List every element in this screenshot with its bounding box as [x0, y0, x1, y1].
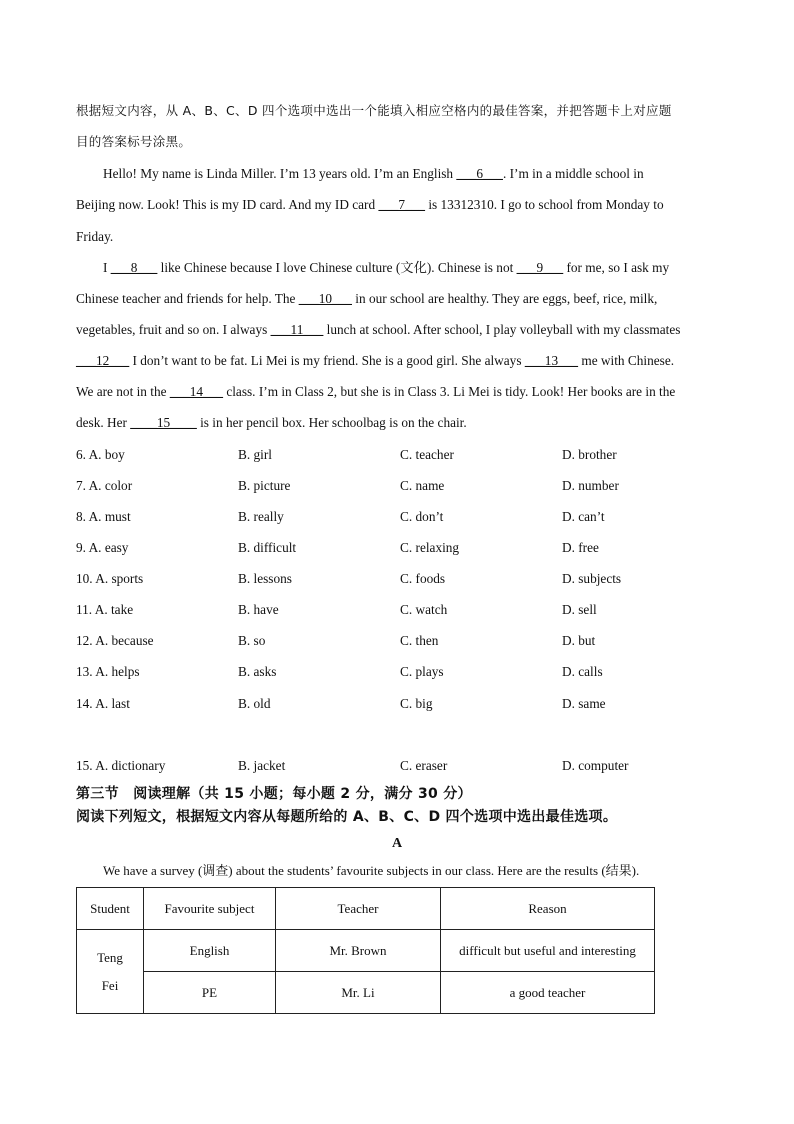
option-c: C. name	[400, 478, 445, 493]
option-b: B. girl	[238, 447, 272, 462]
blank-10: ___10___	[298, 291, 352, 306]
option-d: D. sell	[562, 602, 597, 617]
section-instruction: 阅读下列短文，根据短文内容从每题所给的 A、B、C、D 四个选项中选出最佳选项。	[76, 809, 618, 825]
passage-text: for me, so I ask my	[563, 260, 670, 275]
blank-8: ___8___	[110, 260, 158, 275]
option-row-12	[76, 632, 716, 650]
option-row-13	[76, 663, 716, 681]
cell-teacher: Mr. Brown	[276, 930, 441, 972]
option-b: B. asks	[238, 664, 277, 679]
option-d: D. calls	[562, 664, 603, 679]
option-d: D. computer	[562, 758, 629, 773]
blank-7: ___7___	[378, 197, 426, 212]
option-row-7	[76, 477, 716, 495]
option-row-6	[76, 446, 716, 464]
cell-teacher: Mr. Li	[276, 972, 441, 1014]
header-teacher: Teacher	[276, 888, 441, 930]
option-c: C. watch	[400, 602, 448, 617]
passage-text: We are not in the	[76, 384, 170, 399]
option-c: C. don’t	[400, 509, 444, 524]
option-c: C. then	[400, 633, 439, 648]
option-row-8	[76, 508, 716, 526]
cell-subject: English	[144, 930, 276, 972]
blank-15: ____15____	[130, 415, 197, 430]
option-d: D. same	[562, 696, 606, 711]
table-row	[77, 972, 655, 1014]
cell-subject: PE	[144, 972, 276, 1014]
passage-text: Hello! My name is Linda Miller. I’m 13 years old. I’m an English	[103, 166, 457, 181]
option-d: D. brother	[562, 447, 617, 462]
option-b: B. picture	[238, 478, 291, 493]
cell-reason: difficult but useful and interesting	[441, 930, 655, 972]
passage-text: is 13312310. I go to school from Monday to	[425, 197, 664, 212]
option-b: B. really	[238, 509, 284, 524]
passage-line	[76, 196, 664, 214]
passage-text: desk. Her	[76, 415, 131, 430]
option-b: B. old	[238, 696, 271, 711]
option-a: 15. A. dictionary	[76, 758, 166, 773]
passage-line: Friday.	[76, 229, 114, 244]
passage-text: class. I’m in Class 2, but she is in Class 3. Li Mei is tidy. Look! Her books are in the	[223, 384, 676, 399]
option-a: 11. A. take	[76, 602, 134, 617]
option-a: 8. A. must	[76, 509, 131, 524]
survey-table	[76, 887, 655, 1014]
passage-text: Beijing now. Look! This is my ID card. And my ID card	[76, 197, 379, 212]
option-b: B. difficult	[238, 540, 297, 555]
student-name-line: Fei	[101, 977, 119, 993]
option-a: 12. A. because	[76, 633, 154, 648]
passage-text: I	[103, 260, 111, 275]
passage-line	[76, 414, 467, 432]
passage-line	[76, 352, 674, 370]
option-row-14	[76, 695, 716, 713]
passage-text: vegetables, fruit and so on. I always	[76, 322, 271, 337]
option-b: B. jacket	[238, 758, 286, 773]
cell-student	[77, 930, 144, 1014]
option-d: D. but	[562, 633, 596, 648]
option-a: 7. A. color	[76, 478, 133, 493]
blank-9: ___9___	[516, 260, 564, 275]
option-row-10	[76, 570, 716, 588]
option-c: C. teacher	[400, 447, 454, 462]
passage-line	[103, 259, 669, 277]
option-d: D. free	[562, 540, 599, 555]
option-c: C. eraser	[400, 758, 448, 773]
passage-text: like Chinese because I love Chinese culture (文化). Chinese is not	[157, 260, 517, 275]
option-c: C. relaxing	[400, 540, 460, 555]
option-a: 14. A. last	[76, 696, 130, 711]
option-a: 10. A. sports	[76, 571, 144, 586]
option-d: D. can’t	[562, 509, 605, 524]
instruction-line-1: 根据短文内容，从 A、B、C、D 四个选项中选出一个能填入相应空格内的最佳答案，并把答题卡上对应题	[76, 103, 672, 118]
option-b: B. have	[238, 602, 279, 617]
header-subject: Favourite subject	[144, 888, 276, 930]
cell-reason: a good teacher	[441, 972, 655, 1014]
section-heading: 第三节 阅读理解（共 15 小题；每小题 2 分，满分 30 分）	[76, 786, 472, 802]
table-header-row	[77, 888, 655, 930]
instruction-line-2: 目的答案标号涂黑。	[76, 134, 192, 149]
blank-11: ___11___	[270, 322, 324, 337]
option-a: 13. A. helps	[76, 664, 140, 679]
table-row	[77, 930, 655, 972]
passage-line	[76, 321, 680, 339]
blank-6: ___6___	[456, 166, 503, 181]
option-row-15	[76, 757, 716, 775]
passage-line	[76, 290, 657, 308]
header-reason: Reason	[441, 888, 655, 930]
passage-line	[103, 165, 644, 183]
passage-text: me with Chinese.	[578, 353, 675, 368]
student-name-line: Teng	[97, 949, 123, 965]
option-d: D. number	[562, 478, 619, 493]
option-b: B. so	[238, 633, 266, 648]
option-c: C. foods	[400, 571, 446, 586]
option-d: D. subjects	[562, 571, 622, 586]
passage-text: lunch at school. After school, I play volleyball with my classmates	[323, 322, 681, 337]
option-c: C. big	[400, 696, 433, 711]
option-row-11	[76, 601, 716, 619]
option-row-9	[76, 539, 716, 557]
passage-text: in our school are healthy. They are eggs, beef, rice, milk,	[351, 291, 658, 306]
option-b: B. lessons	[238, 571, 292, 586]
passage-text: is in her pencil box. Her schoolbag is on the chair.	[196, 415, 467, 430]
passage-text: Chinese teacher and friends for help. The	[76, 291, 299, 306]
header-student: Student	[77, 888, 144, 930]
blank-13: ___13___	[524, 353, 579, 368]
option-c: C. plays	[400, 664, 444, 679]
option-a: 9. A. easy	[76, 540, 129, 555]
blank-14: ___14___	[169, 384, 224, 399]
blank-12: ___12___	[76, 353, 130, 368]
survey-intro: We have a survey (调查) about the students’ favourite subjects in our class. Here are the results (结果).	[103, 863, 640, 878]
passage-text: . I’m in a middle school in	[502, 166, 644, 181]
passage-label: A	[391, 836, 403, 851]
passage-line	[76, 383, 675, 401]
passage-text: I don’t want to be fat. Li Mei is my friend. She is a good girl. She always	[129, 353, 525, 368]
option-a: 6. A. boy	[76, 447, 125, 462]
